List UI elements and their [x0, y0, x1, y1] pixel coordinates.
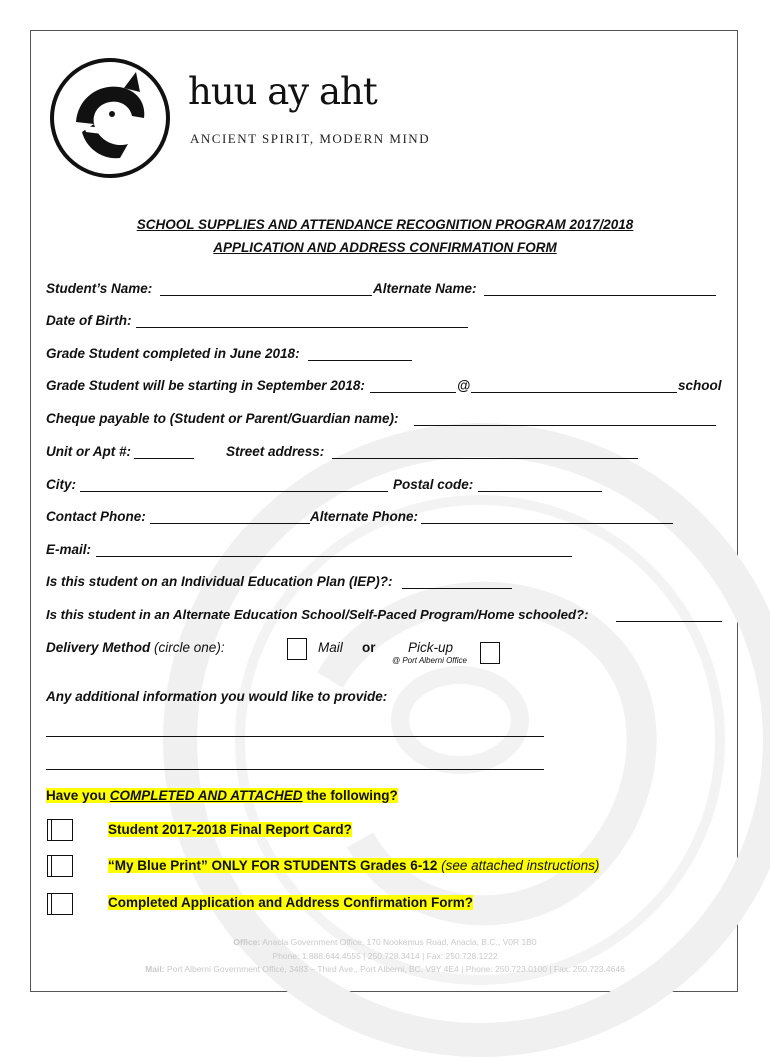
pickup-option-label: Pick-up — [408, 640, 454, 655]
checklist-heading: Have you COMPLETED AND ATTACHED the following? — [46, 788, 398, 803]
postal-field[interactable] — [478, 491, 602, 492]
alternate-phone-label: Alternate Phone: — [310, 509, 419, 524]
email-label: E-mail: — [46, 542, 92, 557]
checklist-item-report-card: Student 2017-2018 Final Report Card? — [108, 822, 352, 837]
cheque-label: Cheque payable to (Student or Parent/Guardian name): — [46, 411, 399, 426]
contact-phone-field[interactable] — [150, 523, 310, 524]
cheque-field[interactable] — [414, 425, 716, 426]
footer-mail-line: Mail: Port Alberni Government Office, 3483 – Third Ave., Port Alberni, BC, V9Y 4E4 | Phone: 250.723.0100 | Fax: 250.723.4646 — [145, 964, 625, 974]
blue-print-checkbox[interactable] — [51, 855, 73, 877]
logo-tagline: ANCIENT SPIRIT, MODERN MIND — [190, 131, 431, 146]
email-field[interactable] — [96, 556, 572, 557]
alt-school-label: Is this student in an Alternate Education School/Self-Paced Program/Home schooled?: — [46, 607, 589, 622]
at-sign: @ — [457, 378, 471, 393]
checklist-item-application-form: Completed Application and Address Confirmation Form? — [108, 895, 474, 910]
street-label: Street address: — [226, 444, 325, 459]
form-subtitle: APPLICATION AND ADDRESS CONFIRMATION FORM — [213, 240, 557, 255]
application-form-checkbox[interactable] — [51, 893, 73, 915]
or-label: or — [362, 640, 376, 655]
alternate-phone-field[interactable] — [421, 523, 673, 524]
additional-info-line-1[interactable] — [46, 736, 544, 737]
student-name-field[interactable] — [160, 295, 372, 296]
city-label: City: — [46, 477, 76, 492]
grade-completed-field[interactable] — [308, 360, 412, 361]
school-label: school — [678, 378, 722, 393]
checklist-heading-emphasis: COMPLETED AND ATTACHED — [109, 788, 303, 803]
iep-field[interactable] — [402, 588, 512, 589]
postal-label: Postal code: — [393, 477, 474, 492]
additional-info-label: Any additional information you would like to provide: — [46, 689, 388, 704]
mail-option-label: Mail — [318, 640, 343, 655]
huu-ay-aht-logo — [50, 58, 170, 178]
pickup-location-note: @ Port Alberni Office — [392, 656, 467, 665]
grade-completed-label: Grade Student completed in June 2018: — [46, 346, 300, 361]
delivery-method-label: Delivery Method (circle one): — [46, 640, 225, 655]
grade-starting-field[interactable] — [370, 392, 456, 393]
pickup-checkbox[interactable] — [480, 642, 500, 664]
iep-label: Is this student on an Individual Education Plan (IEP)?: — [46, 574, 393, 589]
alternate-name-label: Alternate Name: — [373, 281, 477, 296]
city-field[interactable] — [80, 491, 388, 492]
alt-school-field[interactable] — [616, 621, 722, 622]
additional-info-line-2[interactable] — [46, 769, 544, 770]
dob-field[interactable] — [136, 327, 468, 328]
report-card-checkbox[interactable] — [51, 819, 73, 841]
unit-field[interactable] — [134, 458, 194, 459]
alternate-name-field[interactable] — [484, 295, 716, 296]
mail-checkbox[interactable] — [287, 638, 307, 660]
footer-office-contact: Phone: 1.888.644.4555 | 250.728.3414 | Fax: 250.728.1222 — [272, 951, 498, 961]
contact-phone-label: Contact Phone: — [46, 509, 146, 524]
dob-label: Date of Birth: — [46, 313, 132, 328]
form-title: SCHOOL SUPPLIES AND ATTENDANCE RECOGNITION PROGRAM 2017/2018 — [136, 217, 634, 232]
school-name-field[interactable] — [471, 392, 677, 393]
unit-label: Unit or Apt #: — [46, 444, 131, 459]
logo-wordmark: huu ay aht — [188, 70, 377, 113]
blue-print-note: (see attached instructions) — [441, 858, 600, 873]
grade-starting-label: Grade Student will be starting in September 2018: — [46, 378, 365, 393]
orca-emblem-icon — [54, 62, 166, 174]
street-field[interactable] — [332, 458, 638, 459]
student-name-label: Student’s Name: — [46, 281, 153, 296]
checklist-item-blue-print: “My Blue Print” ONLY FOR STUDENTS Grades 6-12 (see attached instructions) — [108, 858, 600, 873]
footer-office-line: Office: Anacla Government Office, 170 Nookemus Road, Anacla, B.C., V0R 1B0 — [233, 937, 537, 947]
delivery-hint: (circle one): — [154, 640, 225, 655]
